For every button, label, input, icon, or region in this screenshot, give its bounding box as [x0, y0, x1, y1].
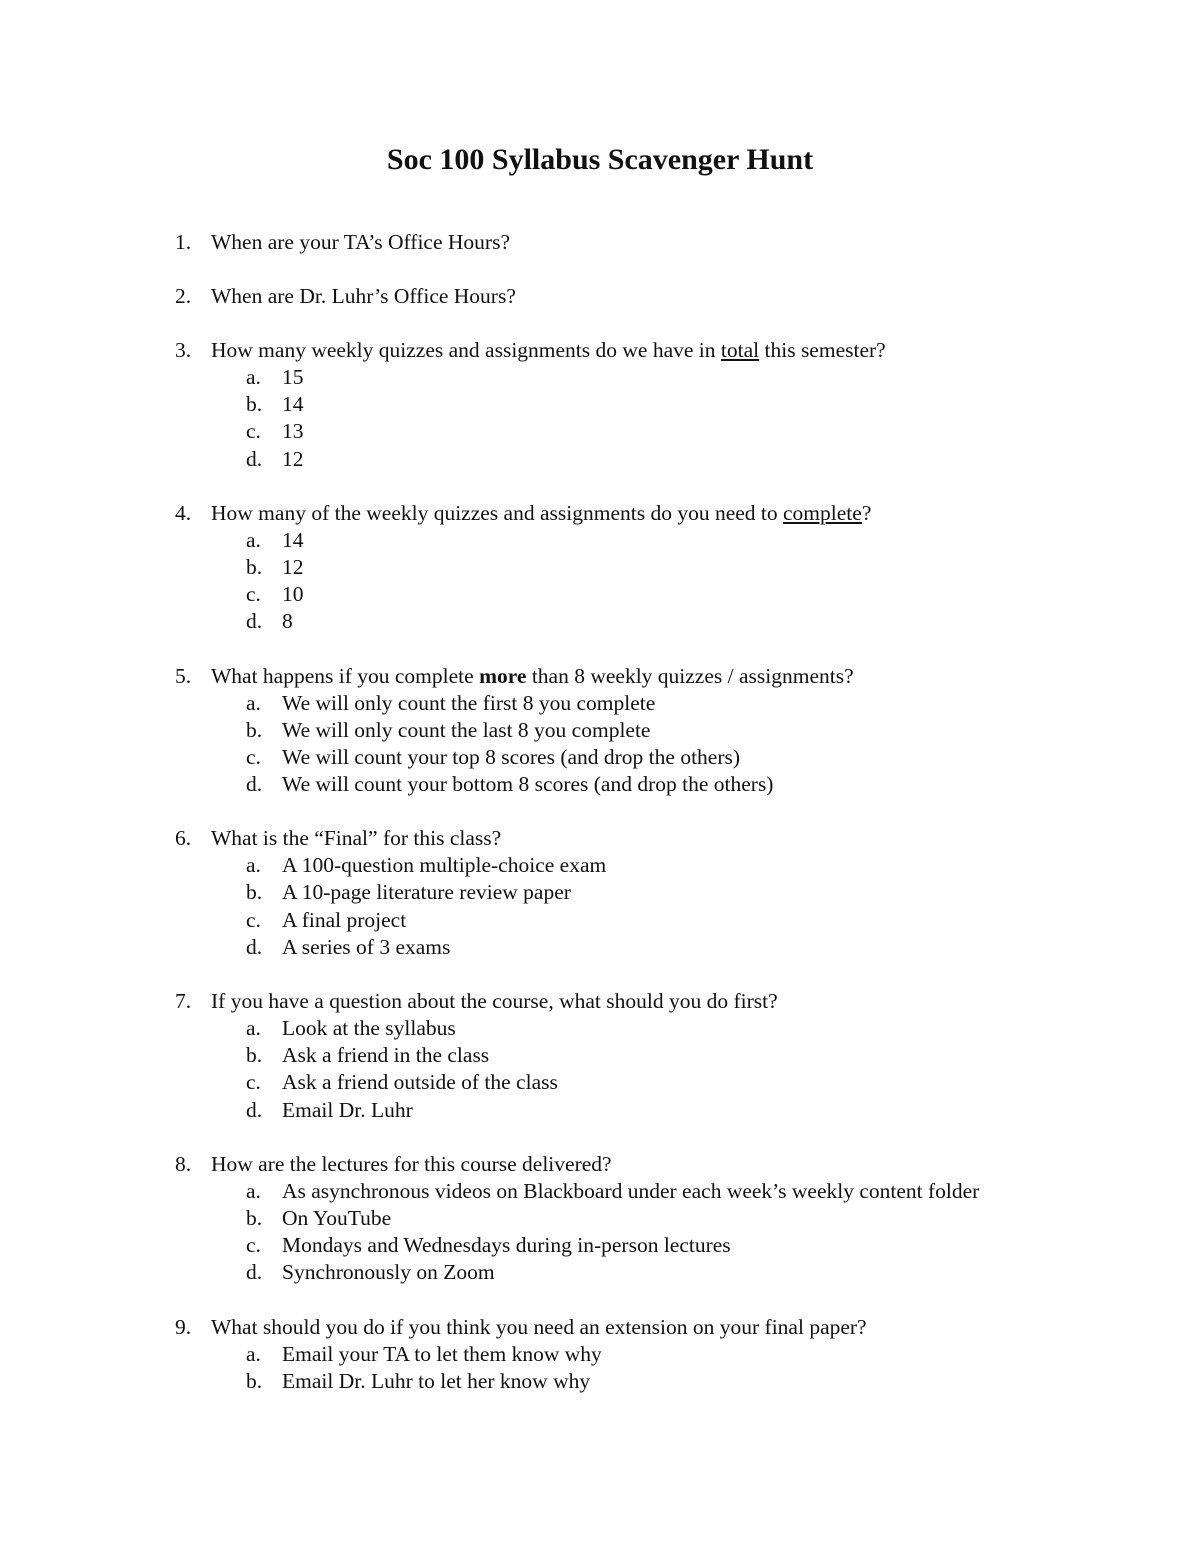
option-letter: a.	[246, 1178, 261, 1203]
question-text	[211, 663, 854, 690]
option-text: Email Dr. Luhr	[282, 1097, 413, 1122]
option-letter: c.	[246, 1233, 261, 1258]
answer-option-d	[0, 934, 1200, 961]
question-text: When are Dr. Luhr’s Office Hours?	[211, 284, 516, 308]
answer-options	[0, 690, 1200, 799]
question-number: 1.	[175, 230, 192, 254]
option-letter: a.	[246, 853, 261, 878]
question-text	[211, 500, 871, 527]
answer-option-b	[0, 717, 1200, 744]
answer-options	[0, 1341, 1200, 1395]
question-number: 7.	[175, 989, 192, 1013]
option-letter: a.	[246, 1016, 261, 1040]
option-letter: b.	[246, 717, 263, 742]
answer-option-b	[0, 391, 1200, 418]
answer-option-a	[0, 1178, 1200, 1205]
question-text-before: How many of the weekly quizzes and assignments do you need to	[211, 500, 784, 525]
answer-option-b	[0, 1205, 1200, 1232]
answer-option-d	[0, 771, 1200, 798]
option-letter: c.	[246, 1070, 261, 1095]
question-6	[0, 825, 1200, 961]
option-letter: b.	[246, 554, 263, 579]
bold-emphasis: more	[479, 663, 527, 688]
answer-option-d	[0, 608, 1200, 635]
option-letter: c.	[246, 419, 261, 444]
question-text: What is the “Final” for this class?	[211, 826, 502, 851]
document-title: Soc 100 Syllabus Scavenger Hunt	[386, 143, 814, 176]
option-letter: b.	[246, 1205, 263, 1230]
question-4	[0, 500, 1200, 636]
question-line	[0, 500, 1200, 527]
question-3	[0, 337, 1200, 473]
answer-option-b	[0, 1368, 1200, 1395]
option-text: A final project	[282, 907, 407, 932]
option-letter: b.	[246, 392, 263, 417]
option-text: A series of 3 exams	[282, 934, 451, 959]
answer-options	[0, 527, 1200, 636]
option-text: We will only count the last 8 you complete	[282, 717, 651, 742]
question-line	[0, 1151, 1200, 1178]
option-text: 10	[282, 582, 304, 607]
option-letter: a.	[246, 1341, 261, 1366]
answer-option-d	[0, 446, 1200, 473]
question-line	[0, 283, 1200, 310]
option-text: We will count your bottom 8 scores (and drop the others)	[282, 772, 774, 797]
underlined-emphasis: complete	[783, 500, 862, 525]
option-letter: d.	[246, 1260, 263, 1285]
option-text: 13	[282, 419, 304, 444]
option-text: Ask a friend outside of the class	[282, 1070, 558, 1095]
answer-option-a	[0, 364, 1200, 391]
question-text: When are your TA’s Office Hours?	[211, 230, 510, 254]
question-number: 5.	[175, 663, 192, 688]
answer-option-a	[0, 852, 1200, 879]
question-text: If you have a question about the course, what should you do first?	[211, 989, 778, 1013]
option-text: Email Dr. Luhr to let her know why	[282, 1368, 591, 1393]
answer-option-d	[0, 1097, 1200, 1124]
question-text-before: What happens if you complete	[211, 663, 480, 688]
answer-option-c	[0, 907, 1200, 934]
question-line	[0, 825, 1200, 852]
question-1	[0, 229, 1200, 256]
answer-options	[0, 1015, 1200, 1124]
question-text-after: ?	[861, 500, 872, 525]
answer-option-a	[0, 690, 1200, 717]
question-text: What should you do if you think you need an extension on your final paper?	[211, 1314, 867, 1339]
option-text: 15	[282, 365, 304, 389]
answer-option-b	[0, 1042, 1200, 1069]
question-9	[0, 1314, 1200, 1395]
option-text: Email your TA to let them know why	[282, 1341, 602, 1366]
option-text: On YouTube	[282, 1205, 392, 1230]
option-text: A 100-question multiple-choice exam	[282, 853, 607, 878]
option-letter: d.	[246, 772, 263, 797]
option-text: 8	[282, 609, 293, 634]
option-text: Look at the syllabus	[282, 1016, 456, 1040]
answer-options	[0, 1178, 1200, 1287]
option-letter: d.	[246, 934, 263, 959]
option-letter: a.	[246, 690, 261, 715]
question-text-after: than 8 weekly quizzes / assignments?	[526, 663, 854, 688]
option-text: A 10-page literature review paper	[282, 880, 571, 905]
answer-option-a	[0, 1341, 1200, 1368]
question-number: 4.	[175, 500, 192, 525]
question-line	[0, 988, 1200, 1015]
option-text: Mondays and Wednesdays during in-person lectures	[282, 1233, 731, 1258]
option-letter: c.	[246, 907, 261, 932]
question-line	[0, 1314, 1200, 1341]
question-text: How are the lectures for this course delivered?	[211, 1151, 612, 1176]
option-text: Ask a friend in the class	[282, 1043, 490, 1068]
answer-option-c	[0, 1069, 1200, 1096]
option-letter: c.	[246, 582, 261, 607]
option-text: As asynchronous videos on Blackboard under each week’s weekly content folder	[282, 1178, 980, 1203]
question-line	[0, 229, 1200, 256]
question-text	[211, 337, 886, 364]
answer-option-a	[0, 1015, 1200, 1042]
option-letter: c.	[246, 744, 261, 769]
option-text: 14	[282, 392, 304, 417]
option-letter: a.	[246, 365, 261, 389]
option-letter: b.	[246, 1043, 263, 1068]
answer-option-c	[0, 581, 1200, 608]
question-line	[0, 663, 1200, 690]
answer-option-c	[0, 1232, 1200, 1259]
answer-option-c	[0, 418, 1200, 445]
question-number: 6.	[175, 826, 192, 851]
question-text-after: this semester?	[759, 338, 886, 362]
question-text-before: How many weekly quizzes and assignments do we have in	[211, 338, 721, 362]
answer-option-b	[0, 554, 1200, 581]
answer-options	[0, 852, 1200, 961]
answer-option-b	[0, 879, 1200, 906]
question-number: 9.	[175, 1314, 192, 1339]
question-line	[0, 337, 1200, 364]
question-5	[0, 663, 1200, 799]
option-text: We will count your top 8 scores (and drop the others)	[282, 744, 741, 769]
question-list	[0, 229, 1200, 1422]
option-letter: d.	[246, 609, 263, 634]
underlined-emphasis: total	[720, 338, 760, 362]
option-text: We will only count the first 8 you complete	[282, 690, 656, 715]
question-8	[0, 1151, 1200, 1287]
question-number: 2.	[175, 284, 192, 308]
question-number: 3.	[175, 338, 192, 362]
option-text: 12	[282, 446, 304, 471]
question-number: 8.	[175, 1151, 192, 1176]
answer-options	[0, 364, 1200, 473]
answer-option-d	[0, 1259, 1200, 1286]
option-letter: b.	[246, 880, 263, 905]
option-text: 12	[282, 554, 304, 579]
answer-option-a	[0, 527, 1200, 554]
answer-option-c	[0, 744, 1200, 771]
option-text: 14	[282, 527, 304, 552]
question-2	[0, 283, 1200, 310]
question-7	[0, 988, 1200, 1124]
option-letter: d.	[246, 446, 263, 471]
option-letter: b.	[246, 1368, 263, 1393]
option-text: Synchronously on Zoom	[282, 1260, 495, 1285]
option-letter: a.	[246, 527, 261, 552]
option-letter: d.	[246, 1097, 263, 1122]
